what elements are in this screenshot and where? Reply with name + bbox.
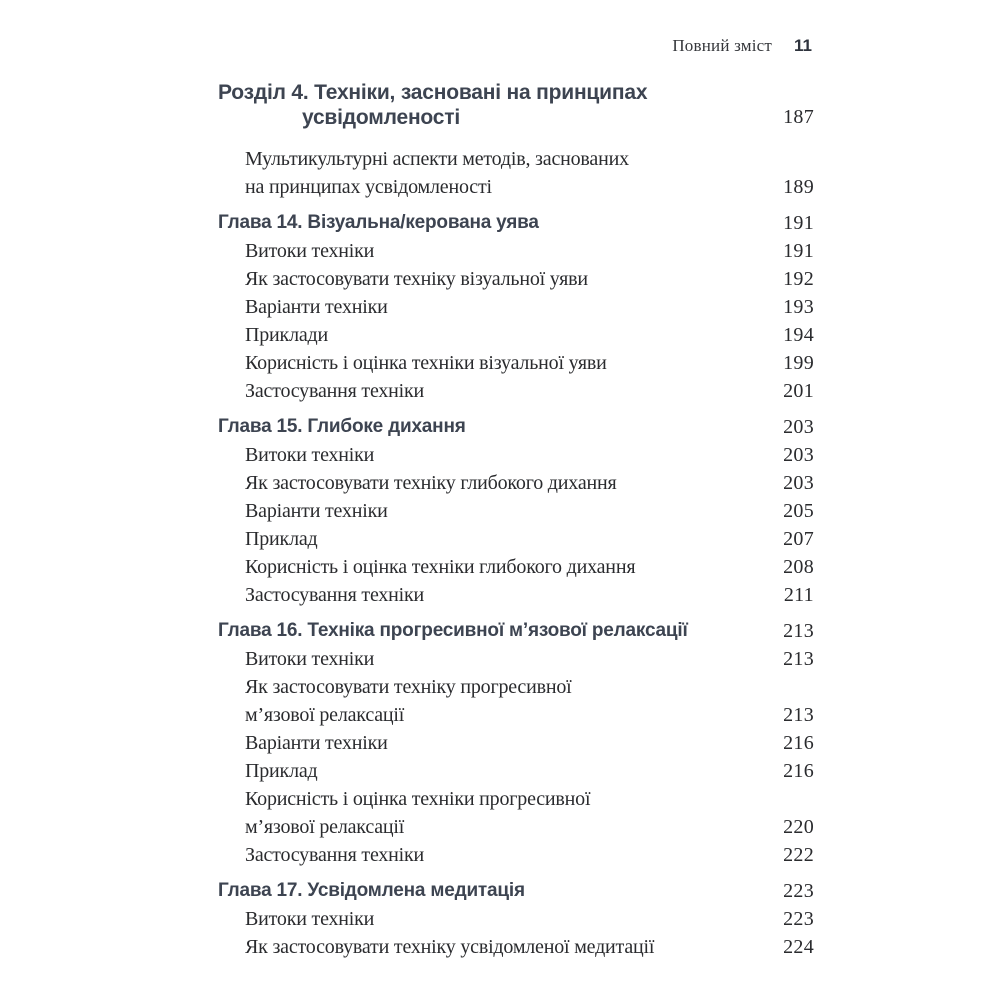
toc-entry-page-number: 208 [783, 556, 814, 578]
toc-entry-title [218, 933, 762, 961]
toc-entry-title [218, 265, 762, 293]
toc-entry-page-number: 199 [783, 352, 814, 374]
toc-entry-title [218, 80, 762, 130]
toc-entry-sub [218, 841, 814, 869]
toc-entry-title-line: на принципах усвідомленості [245, 176, 492, 198]
toc-entry-sub [218, 377, 814, 405]
toc-entry-sub [218, 673, 814, 729]
toc-entry-title [218, 757, 762, 785]
toc-entry-title-line: Витоки техніки [245, 444, 375, 466]
toc-entry-title-line: Варіанти техніки [245, 500, 388, 522]
toc-entry-title-line: м’язової релаксації [245, 816, 405, 838]
toc-entry-page-number: 222 [783, 844, 814, 866]
toc-entry-title [218, 497, 762, 525]
toc-entry-chapter [218, 413, 814, 441]
toc-entry-sub [218, 553, 814, 581]
toc-entry-page-number: 224 [783, 936, 814, 958]
toc-entry-page-number: 189 [783, 176, 814, 198]
toc-entry-title [218, 645, 762, 673]
toc-entry-page-number: 201 [783, 380, 814, 402]
toc-entry-sub [218, 645, 814, 673]
toc-entry-title [218, 145, 762, 201]
toc-entry-title-line: Застосування техніки [245, 584, 425, 606]
toc-entry-sub [218, 469, 814, 497]
toc-entry-page-number: 203 [783, 416, 814, 438]
toc-entry-chapter [218, 877, 814, 905]
toc-entry-title [218, 237, 762, 265]
toc-entry-sub [218, 349, 814, 377]
toc-entry-page-number: 223 [783, 908, 814, 930]
toc-entry-title [218, 377, 762, 405]
toc-entry-title-line: Варіанти техніки [245, 296, 388, 318]
toc-entry-page-number: 207 [783, 528, 814, 550]
toc-entry-sub [218, 145, 814, 201]
toc-entry-sub [218, 321, 814, 349]
toc-entry-sub [218, 933, 814, 961]
toc-entry-title-line: Глава 14. Візуальна/керована уява [218, 212, 539, 233]
toc-entry-chapter [218, 617, 814, 645]
toc-entry-title-line: Корисність і оцінка техніки прогресивної [245, 788, 591, 810]
toc-entry-title-line: Застосування техніки [245, 380, 425, 402]
toc-entry-page-number: 211 [783, 584, 814, 606]
toc-entry-page-number: 191 [783, 212, 814, 234]
toc-entry-page-number: 205 [783, 500, 814, 522]
toc-entry-title [218, 413, 762, 441]
toc-entry-sub [218, 441, 814, 469]
toc-entry-page-number: 213 [783, 620, 814, 642]
toc-entry-sub [218, 729, 814, 757]
toc-entry-title [218, 785, 762, 841]
toc-entry-title [218, 469, 762, 497]
toc-entry-title [218, 905, 762, 933]
toc-entry-title [218, 209, 762, 237]
toc-entry-title-line: Глава 17. Усвідомлена медитація [218, 880, 525, 901]
toc-entry-sub [218, 265, 814, 293]
toc-entry-page-number: 192 [783, 268, 814, 290]
toc-entry-page-number: 216 [783, 760, 814, 782]
toc-entry-sub [218, 785, 814, 841]
toc-entry-page-number: 223 [783, 880, 814, 902]
table-of-contents [218, 80, 814, 961]
toc-entry-title-line: Приклад [245, 760, 318, 782]
toc-entry-page-number: 194 [783, 324, 814, 346]
toc-entry-title-line: Витоки техніки [245, 240, 375, 262]
toc-entry-page-number: 213 [783, 704, 814, 726]
toc-entry-page-number: 213 [783, 648, 814, 670]
toc-entry-title [218, 293, 762, 321]
toc-entry-chapter [218, 209, 814, 237]
toc-entry-page-number: 193 [783, 296, 814, 318]
toc-entry-title-line: Як застосовувати техніку візуальної уяви [245, 268, 588, 290]
toc-entry-title [218, 673, 762, 729]
toc-entry-title-line: Варіанти техніки [245, 732, 388, 754]
toc-entry-sub [218, 237, 814, 265]
page-number: 11 [794, 36, 812, 55]
toc-entry-title [218, 617, 762, 645]
toc-entry-sub [218, 905, 814, 933]
toc-entry-title [218, 581, 762, 609]
toc-entry-title-line: Витоки техніки [245, 908, 375, 930]
toc-entry-title-line: Глава 15. Глибоке дихання [218, 416, 466, 437]
toc-entry-title [218, 441, 762, 469]
toc-entry-page-number: 220 [783, 816, 814, 838]
toc-entry-title-line: Як застосовувати техніку прогресивної [245, 676, 572, 698]
toc-entry-title [218, 525, 762, 553]
toc-entry-title-line: Розділ 4. Техніки, засновані на принципах [218, 81, 648, 104]
toc-entry-title [218, 877, 762, 905]
toc-entry-title-line: Приклад [245, 528, 318, 550]
running-header-title: Повний зміст [672, 36, 773, 55]
toc-entry-section [218, 80, 814, 130]
toc-entry-title [218, 349, 762, 377]
toc-entry-page-number: 203 [783, 472, 814, 494]
toc-entry-sub [218, 293, 814, 321]
toc-entry-page-number: 203 [783, 444, 814, 466]
toc-entry-title-line: Корисність і оцінка техніки візуальної уяви [245, 352, 607, 374]
toc-entry-title-line: Застосування техніки [245, 844, 425, 866]
toc-entry-sub [218, 497, 814, 525]
toc-entry-sub [218, 581, 814, 609]
toc-entry-title [218, 321, 762, 349]
toc-entry-title-line: Витоки техніки [245, 648, 375, 670]
toc-entry-title-line: Глава 16. Техніка прогресивної м’язової релаксації [218, 620, 688, 641]
toc-entry-page-number: 191 [783, 240, 814, 262]
toc-entry-title-line: Приклади [245, 324, 328, 346]
toc-entry-title-line: Мультикультурні аспекти методів, заснованих [245, 148, 629, 170]
toc-entry-title-line: Корисність і оцінка техніки глибокого дихання [245, 556, 636, 578]
toc-entry-title-line: Як застосовувати техніку глибокого дихання [245, 472, 617, 494]
toc-entry-sub [218, 525, 814, 553]
toc-entry-title [218, 553, 762, 581]
toc-entry-title-line: Як застосовувати техніку усвідомленої медитації [245, 936, 655, 958]
toc-entry-page-number: 216 [783, 732, 814, 754]
toc-entry-title-line: м’язової релаксації [245, 704, 405, 726]
toc-entry-title [218, 729, 762, 757]
toc-entry-sub [218, 757, 814, 785]
toc-entry-title-line: усвідомленості [302, 106, 460, 129]
toc-entry-page-number: 187 [783, 106, 814, 128]
toc-entry-title [218, 841, 762, 869]
running-header [672, 36, 812, 56]
